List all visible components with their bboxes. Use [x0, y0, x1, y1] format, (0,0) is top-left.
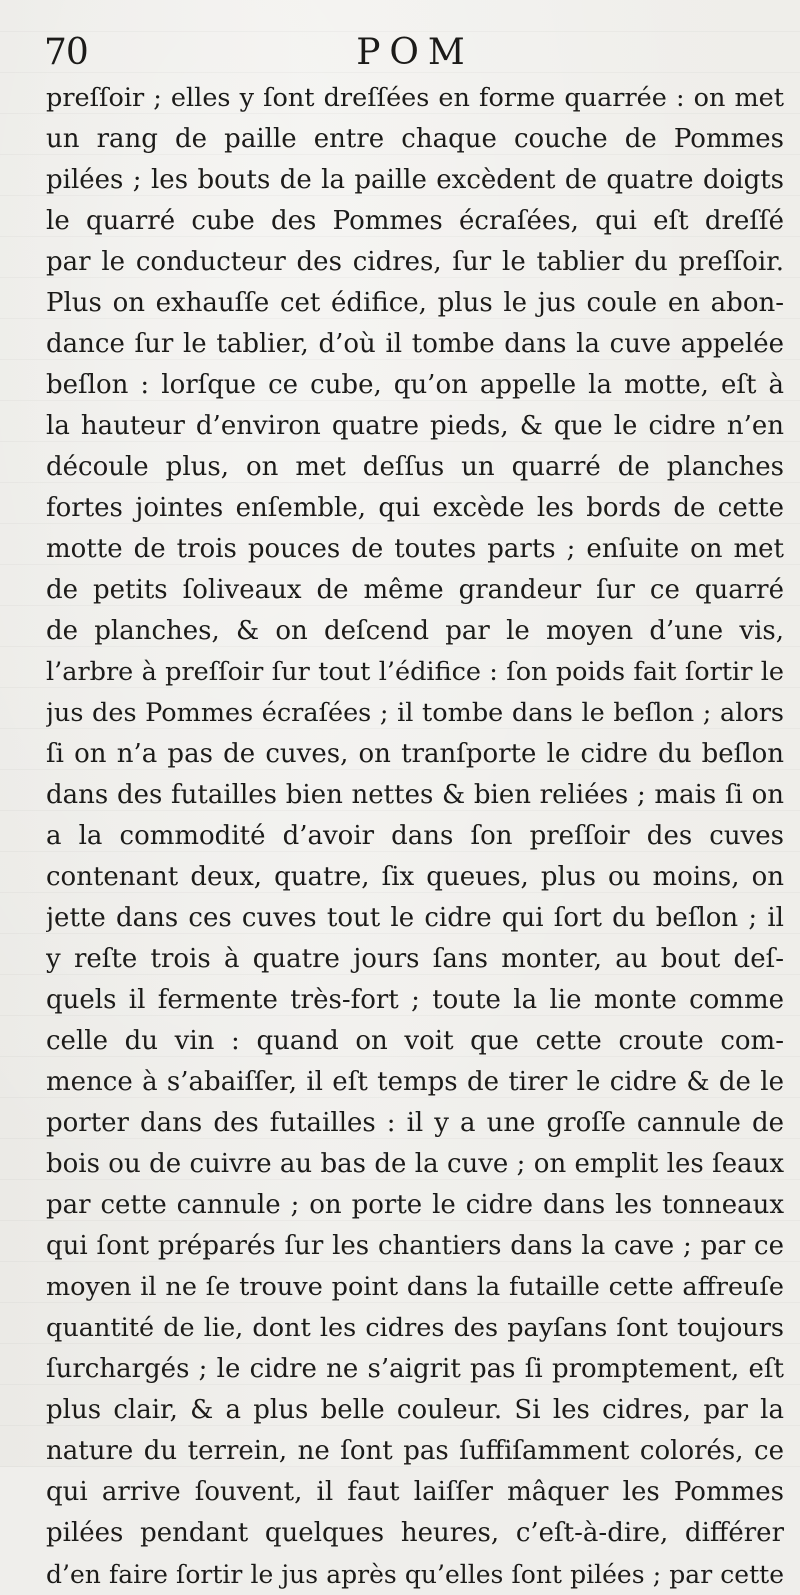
text-line: celle du vin : quand on voit que cette croute com- [46, 1026, 784, 1056]
text-line: un rang de paille entre chaque couche de Pommes [46, 124, 784, 154]
text-line: par le conducteur des cidres, ſur le tablier du preſſoir. [46, 247, 784, 277]
text-line: contenant deux, quatre, ſix queues, plus ou moins, on [46, 862, 784, 892]
text-line: bois ou de cuivre au bas de la cuve ; on emplit les ſeaux [46, 1149, 784, 1179]
text-line: pilées ; les bouts de la paille excèdent de quatre doigts [46, 165, 784, 195]
text-line: Plus on exhauſſe cet édifice, plus le jus coule en abon- [46, 288, 784, 318]
text-line: qui ſont préparés ſur les chantiers dans la cave ; par ce [46, 1231, 784, 1261]
text-line: mence à s’abaiſſer, il eſt temps de tirer le cidre & de le [46, 1067, 784, 1097]
text-line: motte de trois pouces de toutes parts ; enſuite on met [46, 534, 784, 564]
text-line: dance ſur le tablier, d’où il tombe dans la cuve appelée [46, 329, 784, 359]
text-line: jus des Pommes écraſées ; il tombe dans le beſlon ; alors [46, 698, 784, 728]
page-number: 70 [44, 32, 88, 73]
text-line: beſlon : lorſque ce cube, qu’on appelle la motte, eſt à [46, 370, 784, 400]
text-line: de petits ſoliveaux de même grandeur ſur ce quarré [46, 575, 784, 605]
text-line: quels il fermente très-fort ; toute la lie monte comme [46, 985, 784, 1015]
text-line: jette dans ces cuves tout le cidre qui ſort du beſlon ; il [46, 903, 784, 933]
text-line: le quarré cube des Pommes écraſées, qui eſt dreſſé [46, 206, 784, 236]
text-line: fortes jointes enſemble, qui excède les bords de cette [46, 493, 784, 523]
text-line: d’en faire ſortir le jus après qu’elles ſont pilées ; par cette [46, 1560, 784, 1589]
body-text [46, 78, 784, 1595]
text-line: nature du terrein, ne ſont pas ſuffiſamment colorés, ce [46, 1436, 784, 1466]
text-line: quantité de lie, dont les cidres des payſans ſont toujours [46, 1313, 784, 1343]
text-line: par cette cannule ; on porte le cidre dans les tonneaux [46, 1190, 784, 1220]
text-line: moyen il ne ſe trouve point dans la futaille cette affreuſe [46, 1272, 784, 1302]
text-line: ſi on n’a pas de cuves, on tranſporte le cidre du beſlon [46, 739, 784, 769]
text-line: pilées pendant quelques heures, c’eſt-à-dire, différer [46, 1518, 784, 1548]
text-line: plus clair, & a plus belle couleur. Si les cidres, par la [46, 1395, 784, 1425]
text-line: l’arbre à preſſoir ſur tout l’édifice : ſon poids fait ſortir le [46, 657, 784, 687]
text-line: a la commodité d’avoir dans ſon preſſoir des cuves [46, 821, 784, 851]
text-line: de planches, & on deſcend par le moyen d’une vis, [46, 616, 784, 646]
text-line: ſurchargés ; le cidre ne s’aigrit pas ſi promptement, eſt [46, 1354, 784, 1384]
text-line: y reſte trois à quatre jours ſans monter, au bout deſ- [46, 944, 784, 974]
running-head: POM [356, 32, 474, 73]
text-line: preſſoir ; elles y ſont dreſſées en forme quarrée : on met [46, 83, 784, 113]
text-line: qui arrive ſouvent, il faut laiſſer mâquer les Pommes [46, 1477, 784, 1507]
text-line: dans des futailles bien nettes & bien reliées ; mais ſi on [46, 780, 784, 810]
text-line: découle plus, on met deſſus un quarré de planches [46, 452, 784, 482]
text-line: porter dans des futailles : il y a une groſſe cannule de [46, 1108, 784, 1138]
text-line: la hauteur d’environ quatre pieds, & que le cidre n’en [46, 411, 784, 441]
